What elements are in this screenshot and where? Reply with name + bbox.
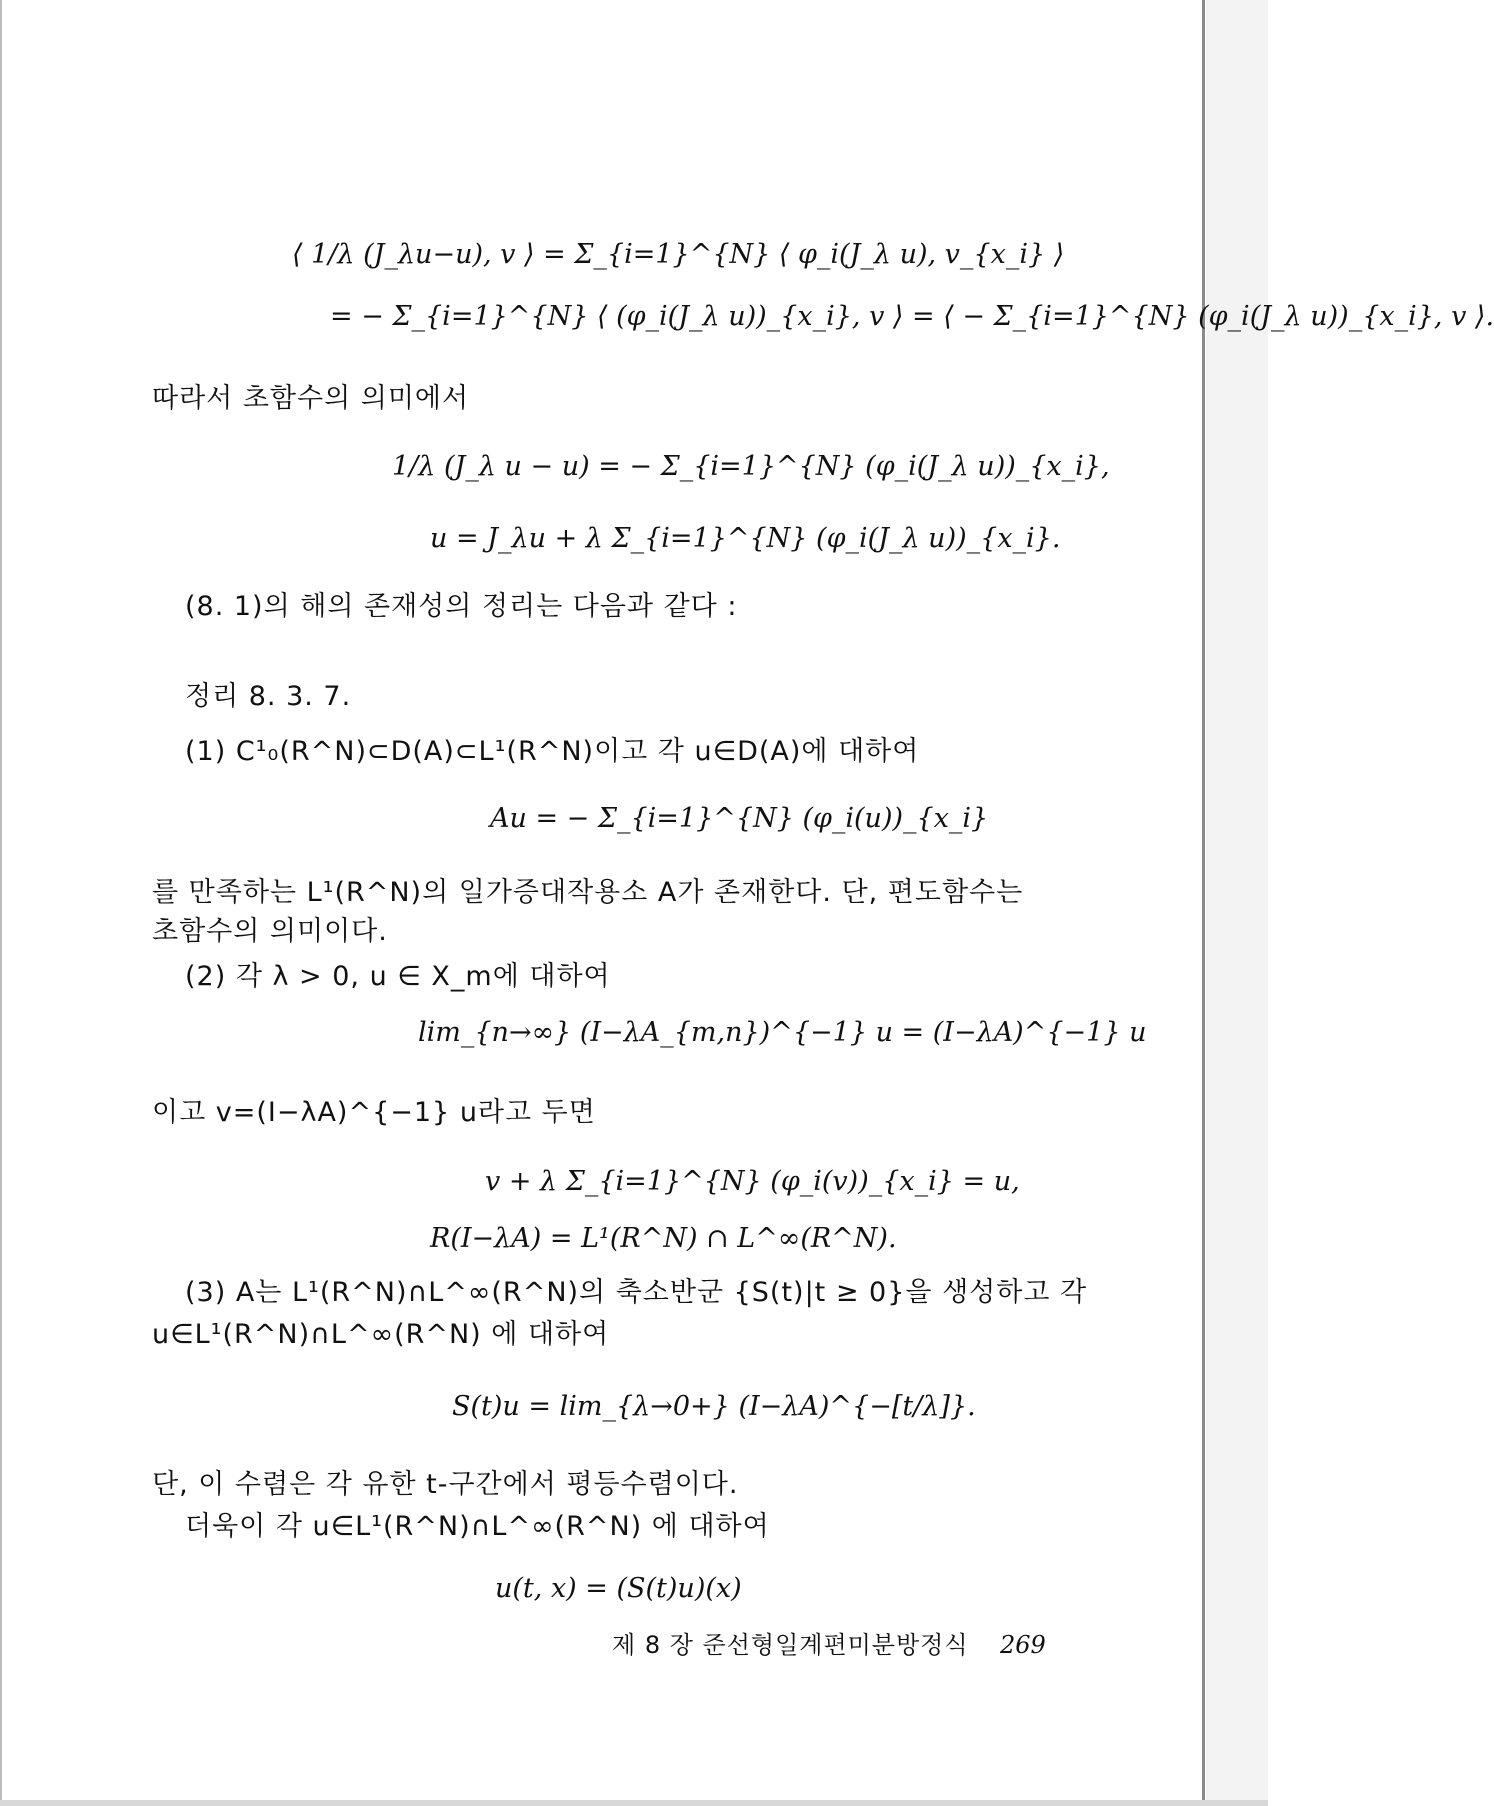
paragraph-existence-theorem-intro: (8. 1)의 해의 존재성의 정리는 다음과 같다 : [185, 591, 738, 622]
page-right-edge [1202, 0, 1205, 1806]
equation-1-line-2: = − Σ_{i=1}^{N} ⟨ (φ_i(J_λ u))_{x_i}, v ⟩ = ⟨ − Σ_{i=1}^{N} (φ_i(J_λ u))_{x_i}, v ⟩. [330, 301, 1494, 332]
equation-6: S(t)u = lim_{λ→0+} (I−λA)^{−[t/λ]}. [452, 1391, 976, 1422]
theorem-item-2: (2) 각 λ > 0, u ∈ X_m에 대하여 [185, 961, 611, 992]
equation-2-line-2: u = J_λu + λ Σ_{i=1}^{N} (φ_i(J_λ u))_{x_i}. [430, 523, 1061, 554]
equation-5-line-2: R(I−λA) = L¹(R^N) ∩ L^∞(R^N). [430, 1223, 897, 1254]
page-number: 269 [1000, 1631, 1046, 1659]
equation-7: u(t, x) = (S(t)u)(x) [495, 1573, 742, 1604]
theorem-title: 정리 8. 3. 7. [185, 681, 352, 712]
running-footer-chapter: 제 8 장 준선형일계편미분방정식 [612, 1631, 969, 1659]
paragraph-operator-line-2: 초함수의 의미이다. [152, 916, 388, 947]
equation-5-line-1: v + λ Σ_{i=1}^{N} (φ_i(v))_{x_i} = u, [485, 1166, 1020, 1197]
paragraph-setting-v: 이고 v=(I−λA)^{−1} u라고 두면 [152, 1097, 596, 1128]
theorem-item-3-line-2: u∈L¹(R^N)∩L^∞(R^N) 에 대하여 [152, 1319, 610, 1350]
equation-4: lim_{n→∞} (I−λA_{m,n})^{−1} u = (I−λA)^{−1} u [418, 1017, 1147, 1048]
theorem-item-3-line-1: (3) A는 L¹(R^N)∩L^∞(R^N)의 축소반군 {S(t)|t ≥ 0}을 생성하고 각 [185, 1277, 1088, 1308]
equation-2-line-1: 1/λ (J_λ u − u) = − Σ_{i=1}^{N} (φ_i(J_λ u))_{x_i}, [392, 451, 1110, 482]
paragraph-operator-line-1: 를 만족하는 L¹(R^N)의 일가증대작용소 A가 존재한다. 단, 편도함수는 [152, 877, 1024, 908]
paragraph-furthermore: 더욱이 각 u∈L¹(R^N)∩L^∞(R^N) 에 대하여 [185, 1511, 770, 1542]
page-bottom-edge [0, 1800, 1268, 1806]
equation-3: Au = − Σ_{i=1}^{N} (φ_i(u))_{x_i} [490, 803, 989, 834]
equation-1-line-1: ⟨ 1/λ (J_λu−u), v ⟩ = Σ_{i=1}^{N} ⟨ φ_i(J_λ u), v_{x_i} ⟩ [292, 239, 1065, 270]
paragraph-uniform-convergence: 단, 이 수렴은 각 유한 t-구간에서 평등수렴이다. [152, 1469, 739, 1500]
page-margin-shadow [1206, 0, 1268, 1806]
theorem-item-1: (1) C¹₀(R^N)⊂D(A)⊂L¹(R^N)이고 각 u∈D(A)에 대하여 [185, 736, 920, 767]
paragraph-distribution-sense: 따라서 초함수의 의미에서 [152, 383, 470, 414]
page-left-edge [0, 0, 2, 1806]
